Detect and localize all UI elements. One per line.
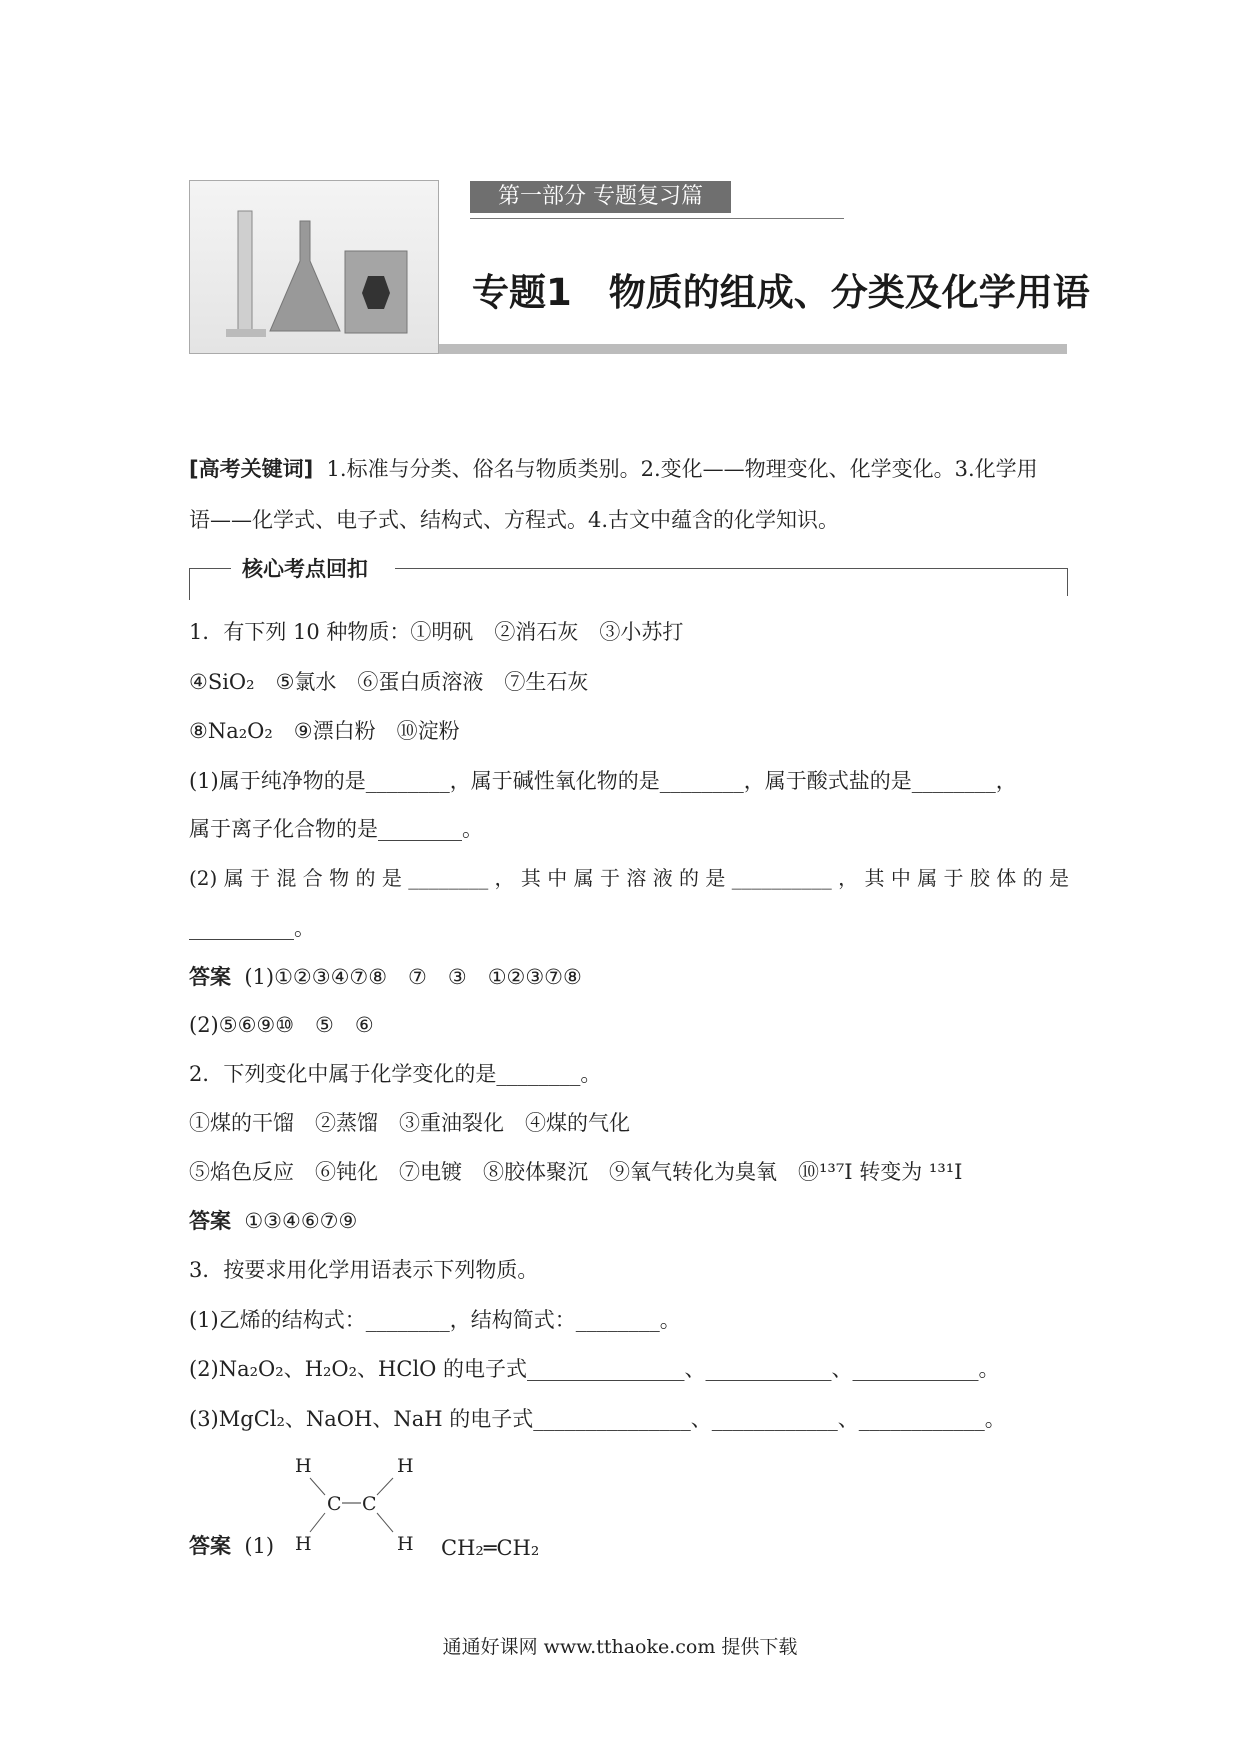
part-tag: 第一部分 专题复习篇: [470, 181, 731, 213]
bond: [377, 1513, 393, 1532]
atom-c: C: [327, 1493, 342, 1515]
question-line: 1．有下列 10 种物质：①明矾 ②消石灰 ③小苏打: [189, 620, 684, 644]
section-rule-v: [189, 568, 190, 600]
question-line: 3．按要求用化学用语表示下列物质。: [189, 1258, 539, 1282]
bond: [310, 1478, 325, 1495]
section-rule-v: [1067, 568, 1068, 596]
section-rule-right: [395, 568, 1067, 569]
question-line: __________。: [189, 916, 315, 940]
atom-h: H: [397, 1533, 414, 1555]
question-line: ⑧Na₂O₂ ⑨漂白粉 ⑩淀粉: [189, 719, 460, 743]
condensed-formula: CH₂═CH₂: [441, 1536, 540, 1560]
atom-h: H: [295, 1455, 312, 1477]
glassware-illustration: [190, 181, 438, 353]
answer-label: 答案: [189, 1534, 231, 1558]
atom-h: H: [295, 1533, 312, 1555]
atom-h: H: [397, 1455, 414, 1477]
question-line: ④SiO₂ ⑤氯水 ⑥蛋白质溶液 ⑦生石灰: [189, 670, 589, 694]
question-line: (1)属于纯净物的是________，属于碱性氧化物的是________，属于酸式盐的是________，: [189, 769, 1017, 793]
question-line: (3)MgCl₂、NaOH、NaH 的电子式_______________、____________、____________。: [189, 1407, 1006, 1431]
question-line: (2) 属 于 混 合 物 的 是 ________ ， 其 中 属 于 溶 液 的 是 __________ ， 其 中 属 于 胶 体 的 是: [189, 866, 1069, 890]
keywords-line-2: 语——化学式、电子式、结构式、方程式。4.古文中蕴含的化学知识。: [189, 508, 840, 532]
question-line: 属于离子化合物的是________。: [189, 817, 483, 841]
answer-text: ①③④⑥⑦⑨: [231, 1209, 358, 1233]
keywords-line-1: [189, 455, 1038, 483]
answer-line: (2)⑤⑥⑨⑩ ⑤ ⑥: [189, 1013, 374, 1037]
answer-line: [189, 963, 582, 991]
footer-text: 通通好课网 www.tthaoke.com 提供下载: [442, 1636, 798, 1658]
answer-label: 答案: [189, 965, 231, 989]
divider: [470, 218, 844, 219]
bond: [310, 1513, 325, 1532]
answer-text: (1)①②③④⑦⑧ ⑦ ③ ①②③⑦⑧: [231, 965, 582, 989]
question-line: 2．下列变化中属于化学变化的是________。: [189, 1062, 602, 1086]
keywords-text: 1.标准与分类、俗名与物质类别。2.变化——物理变化、化学变化。3.化学用: [313, 457, 1038, 481]
question-line: (1)乙烯的结构式：________，结构简式：________。: [189, 1308, 681, 1332]
answer-text: (1): [231, 1534, 275, 1558]
title-bar: [439, 344, 1067, 354]
page-title: 专题1 物质的组成、分类及化学用语: [472, 271, 1090, 314]
answer-line: [189, 1532, 274, 1560]
ethylene-structural-formula: [285, 1450, 445, 1565]
question-line: ⑤焰色反应 ⑥钝化 ⑦电镀 ⑧胶体聚沉 ⑨氧气转化为臭氧 ⑩¹³⁷I 转变为 ¹³¹I: [189, 1160, 963, 1184]
question-line: ①煤的干馏 ②蒸馏 ③重油裂化 ④煤的气化: [189, 1111, 630, 1135]
section-rule-left: [189, 568, 231, 569]
bond: [377, 1478, 393, 1495]
atom-c: C: [362, 1493, 377, 1515]
keywords-label: [高考关键词]: [189, 457, 314, 481]
answer-line: [189, 1207, 357, 1235]
question-line: (2)Na₂O₂、H₂O₂、HClO 的电子式_______________、____________、____________。: [189, 1357, 1000, 1381]
section-title: 核心考点回扣: [242, 557, 368, 581]
lab-glassware-image: [189, 180, 439, 354]
answer-label: 答案: [189, 1209, 231, 1233]
